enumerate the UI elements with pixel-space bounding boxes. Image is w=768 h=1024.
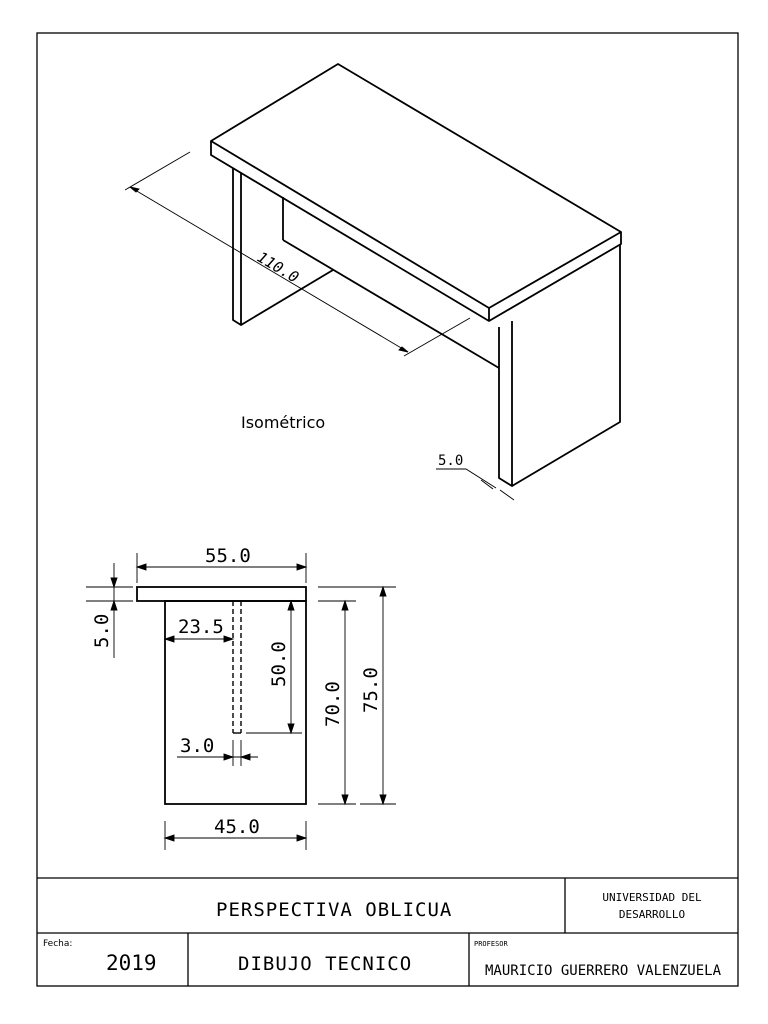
drawing-title: PERSPECTIVA OBLICUA xyxy=(216,899,453,921)
dim-panel-height-label: 50.0 xyxy=(268,641,290,687)
professor-label: PROFESOR xyxy=(474,940,508,948)
professor-name: MAURICIO GUERRERO VALENZUELA xyxy=(485,963,722,979)
tabletop-front-edge xyxy=(211,141,621,321)
dim-inset-label: 23.5 xyxy=(178,616,224,638)
view-label: Isométrico xyxy=(241,413,326,432)
dim-top-width-label: 55.0 xyxy=(205,545,251,567)
dim-panel-thickness-label: 3.0 xyxy=(180,735,215,757)
date-label: Fecha: xyxy=(43,939,73,949)
left-leg xyxy=(233,168,241,325)
hidden-panel xyxy=(233,601,241,733)
institution-line1: UNIVERSIDAD DEL xyxy=(602,891,702,904)
institution-line2: DESARROLLO xyxy=(618,908,686,921)
dim-length-label: 110.0 xyxy=(253,247,302,287)
dim-thickness-label: 5.0 xyxy=(438,453,464,469)
subject-label: DIBUJO TECNICO xyxy=(238,953,413,975)
dim-base-width-label: 45.0 xyxy=(214,816,260,838)
dim-top-thickness-label: 5.0 xyxy=(91,613,113,648)
date-value: 2019 xyxy=(106,951,157,975)
isometric-dimensions xyxy=(125,152,514,500)
sheet-border xyxy=(37,33,738,986)
right-leg-front xyxy=(499,321,512,486)
right-leg-side xyxy=(512,244,620,486)
side-top xyxy=(137,587,306,601)
dim-leg-height-label: 70.0 xyxy=(322,681,344,727)
panel-lower-edge xyxy=(283,240,499,368)
dim-total-height-label: 75.0 xyxy=(360,667,382,713)
